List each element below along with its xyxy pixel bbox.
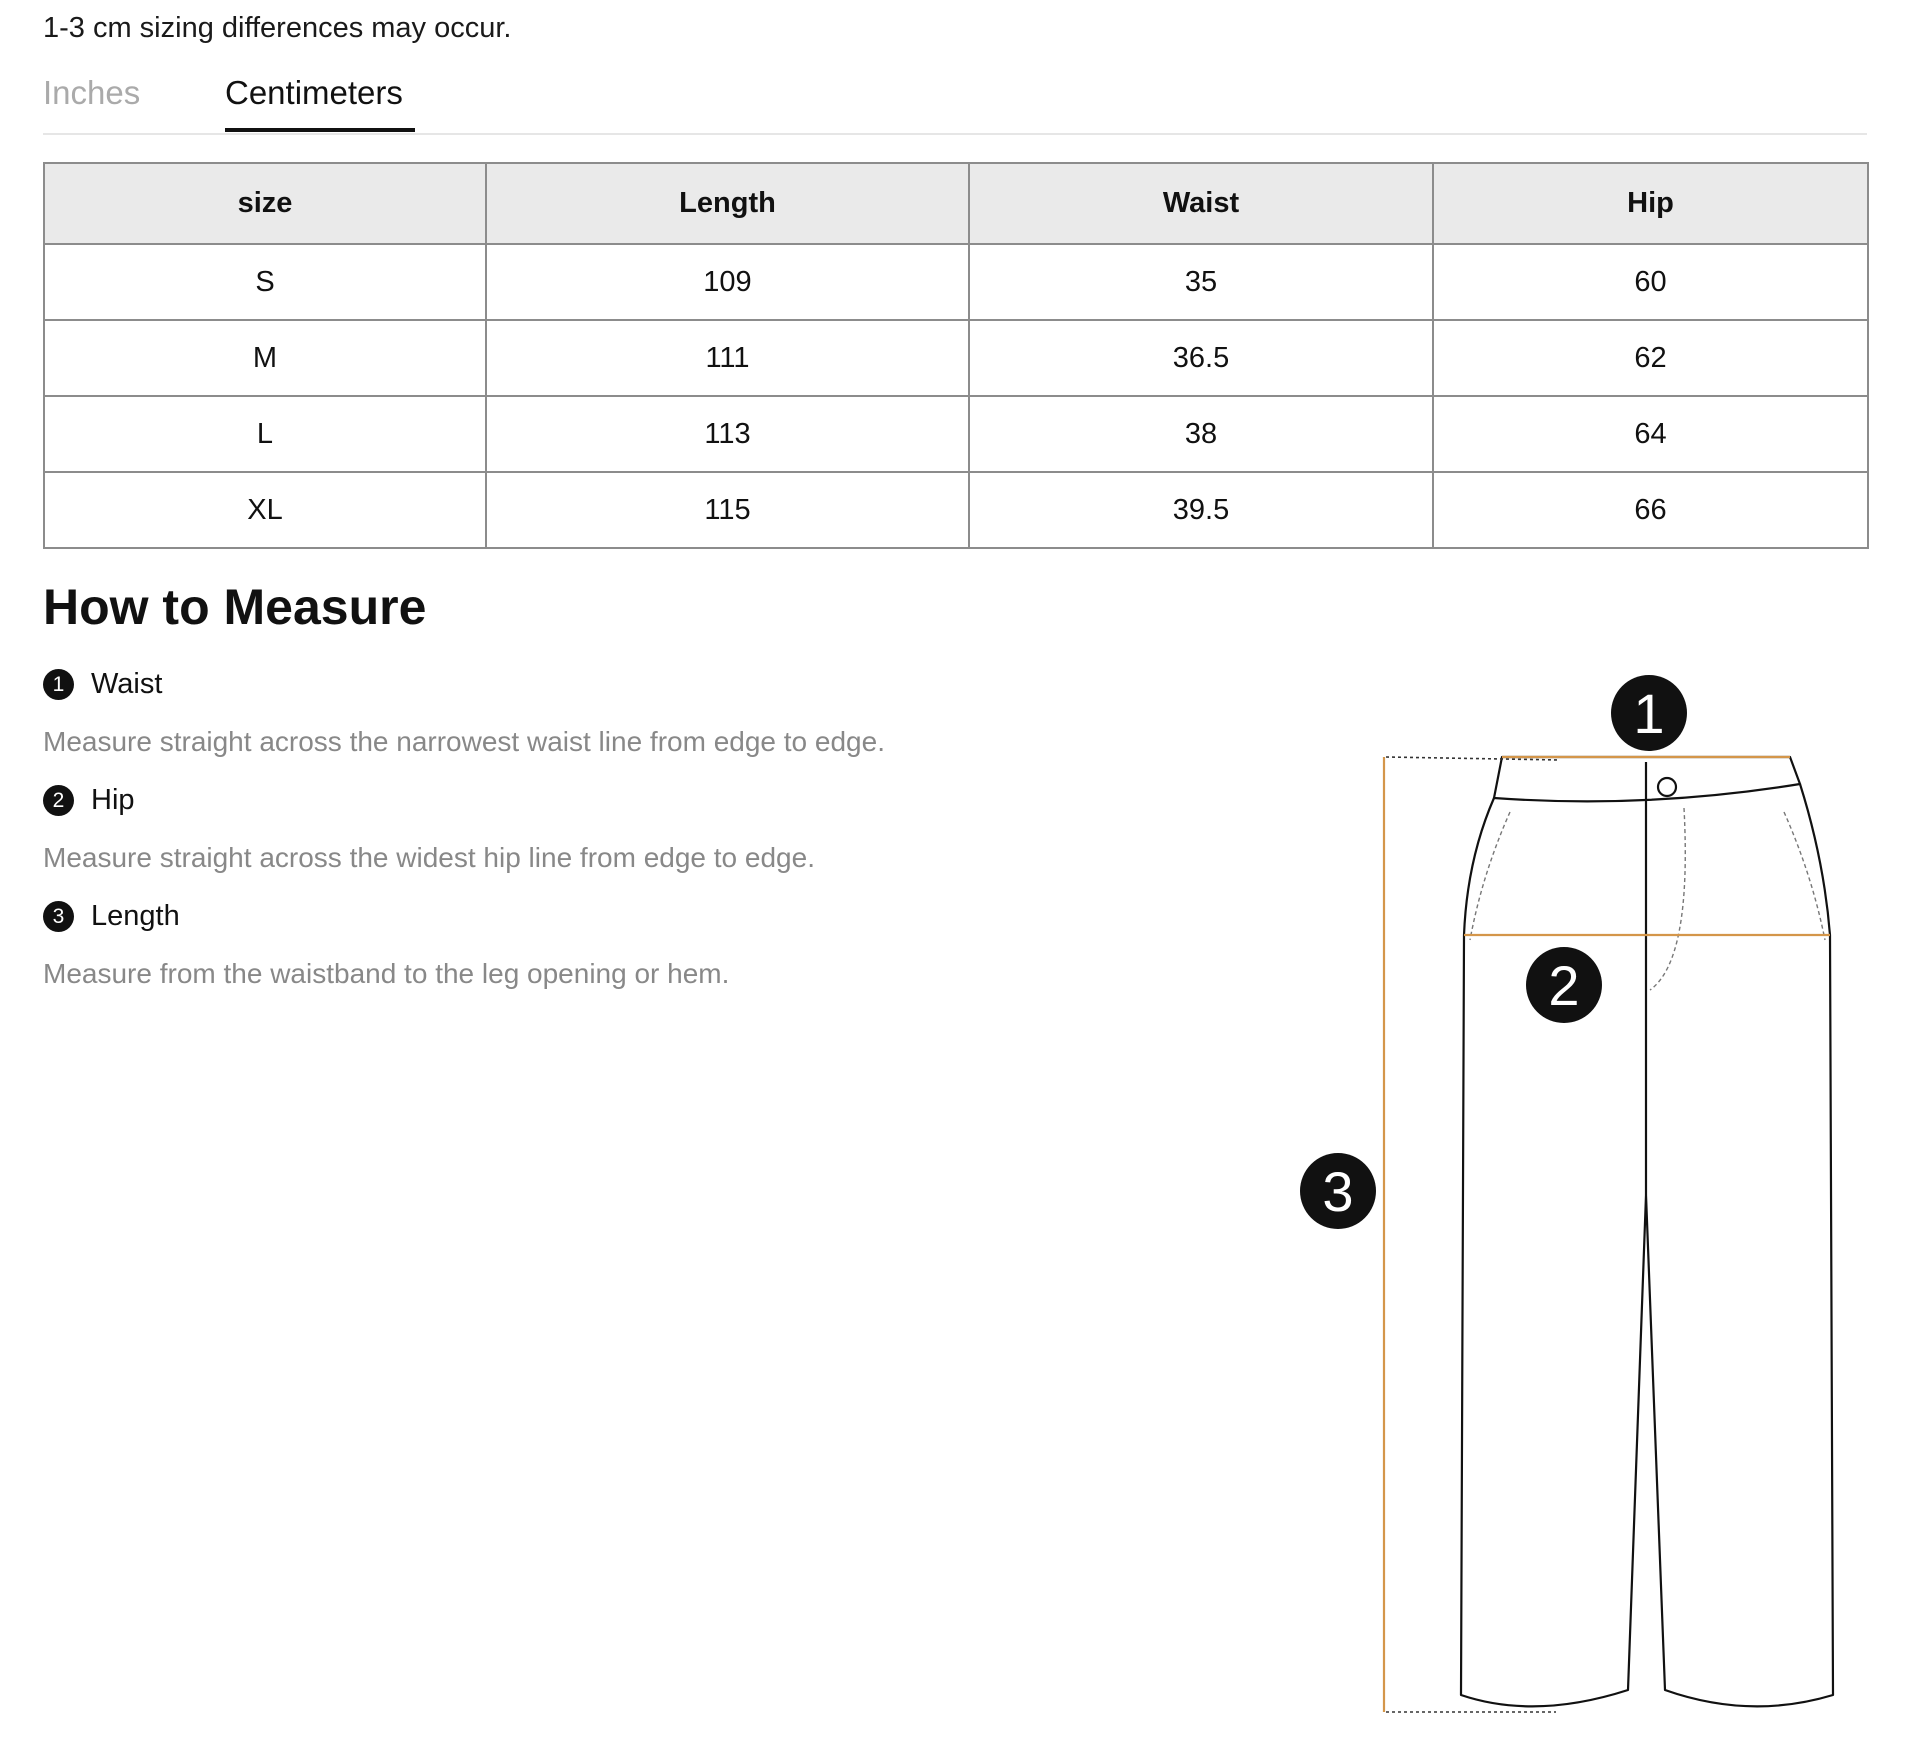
cell-waist: 38 [969, 396, 1433, 472]
cell-size: S [44, 244, 486, 320]
tab-inches[interactable]: Inches [43, 74, 141, 111]
step-hip-heading [43, 784, 135, 817]
step-number-badge: 1 [43, 669, 74, 700]
tab-centimeters[interactable]: Centimeters [225, 74, 403, 111]
cell-hip: 62 [1433, 320, 1868, 396]
cell-length: 115 [486, 472, 969, 548]
table-row [44, 320, 1868, 396]
step-waist-heading [43, 668, 162, 701]
marker-2-icon [1526, 947, 1602, 1023]
pocket-stitch-icon [1470, 808, 1825, 990]
table-row [44, 396, 1868, 472]
cell-hip: 66 [1433, 472, 1868, 548]
pants-outline-icon [1461, 757, 1833, 1706]
step-number-badge: 3 [43, 901, 74, 932]
header-hip: Hip [1433, 163, 1868, 244]
pants-measurement-diagram [1290, 660, 1850, 1730]
sizing-note: 1-3 cm sizing differences may occur. [43, 12, 512, 44]
length-guides [1386, 757, 1560, 1712]
cell-size: M [44, 320, 486, 396]
step-length-description: Measure from the waistband to the leg opening or hem. [43, 958, 730, 989]
step-hip-description: Measure straight across the widest hip line from edge to edge. [43, 842, 815, 873]
cell-hip: 60 [1433, 244, 1868, 320]
cell-size: L [44, 396, 486, 472]
cell-waist: 35 [969, 244, 1433, 320]
size-table [43, 162, 1869, 549]
cell-length: 113 [486, 396, 969, 472]
cell-waist: 39.5 [969, 472, 1433, 548]
marker-3-label: 3 [1322, 1160, 1354, 1223]
step-title: Length [91, 900, 180, 932]
measure-lines [1384, 757, 1830, 1712]
unit-tabs [43, 70, 1867, 135]
step-title: Hip [91, 784, 135, 816]
table-row [44, 472, 1868, 548]
table-row [44, 244, 1868, 320]
step-length-heading [43, 900, 180, 933]
marker-3-icon [1300, 1153, 1376, 1229]
how-to-measure-title: How to Measure [43, 579, 427, 635]
table-header-row [44, 163, 1868, 244]
marker-1-label: 1 [1633, 682, 1665, 745]
cell-hip: 64 [1433, 396, 1868, 472]
marker-2-label: 2 [1548, 954, 1580, 1017]
cell-waist: 36.5 [969, 320, 1433, 396]
step-number-badge: 2 [43, 785, 74, 816]
cell-length: 109 [486, 244, 969, 320]
header-size: size [44, 163, 486, 244]
cell-size: XL [44, 472, 486, 548]
marker-1-icon [1611, 675, 1687, 751]
active-tab-indicator [225, 128, 415, 132]
step-waist-description: Measure straight across the narrowest waist line from edge to edge. [43, 726, 885, 757]
cell-length: 111 [486, 320, 969, 396]
header-length: Length [486, 163, 969, 244]
header-waist: Waist [969, 163, 1433, 244]
step-title: Waist [91, 668, 163, 700]
